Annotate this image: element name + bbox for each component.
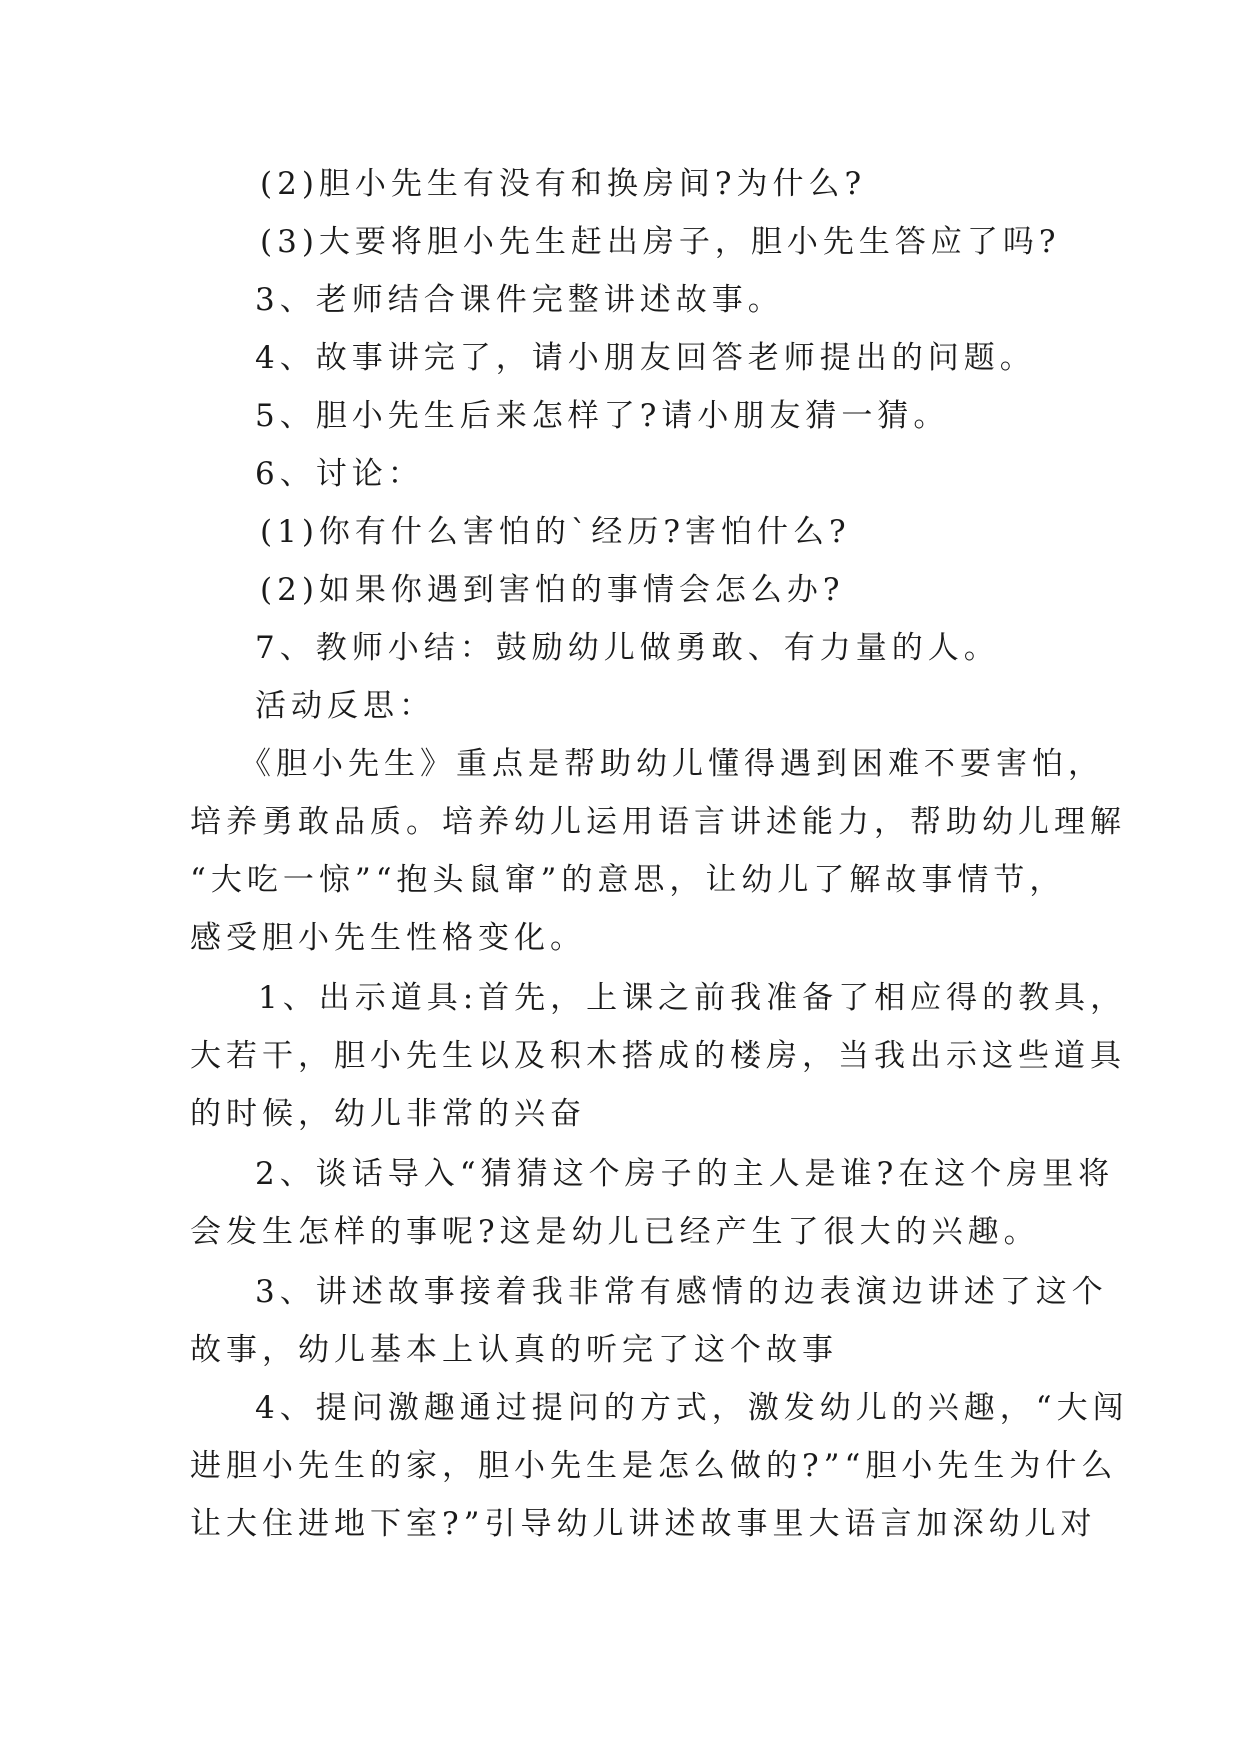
text-line: 培养勇敢品质。培养幼儿运用语言讲述能力，帮助幼儿理解: [190, 804, 1126, 840]
text-line: 感受胆小先生性格变化。: [190, 920, 586, 956]
text-line: 进胆小先生的家，胆小先生是怎么做的?”“胆小先生为什么: [190, 1448, 1118, 1484]
text-line: 1、出示道具:首先，上课之前我准备了相应得的教具，: [258, 980, 1127, 1016]
text-line: 会发生怎样的事呢?这是幼儿已经产生了很大的兴趣。: [190, 1214, 1040, 1250]
text-line: “大吃一惊”“抱头鼠窜”的意思，让幼儿了解故事情节，: [190, 862, 1066, 898]
text-line: 让大住进地下室?”引导幼儿讲述故事里大语言加深幼儿对: [190, 1506, 1097, 1542]
text-line: 3、老师结合课件完整讲述故事。: [255, 282, 784, 318]
text-line: 4、故事讲完了，请小朋友回答老师提出的问题。: [255, 340, 1036, 376]
text-line: 7、教师小结：鼓励幼儿做勇敢、有力量的人。: [255, 630, 1000, 666]
text-line: (1)你有什么害怕的`经历?害怕什么?: [260, 514, 851, 550]
text-line: (3)大要将胆小先生赶出房子，胆小先生答应了吗?: [260, 224, 1061, 260]
text-line: 5、胆小先生后来怎样了?请小朋友猜一猜。: [255, 398, 950, 434]
text-line: 4、提问激趣通过提问的方式，激发幼儿的兴趣，“大闯: [255, 1390, 1129, 1426]
text-line: (2)如果你遇到害怕的事情会怎么办?: [260, 572, 845, 608]
section-heading: 活动反思：: [255, 688, 435, 724]
text-line: 2、谈话导入“猜猜这个房子的主人是谁?在这个房里将: [255, 1156, 1115, 1192]
text-line: 的时候，幼儿非常的兴奋: [190, 1096, 586, 1132]
text-line: 3、讲述故事接着我非常有感情的边表演边讲述了这个: [255, 1274, 1108, 1310]
text-line: 6、讨论：: [255, 456, 424, 492]
text-line: 《胆小先生》重点是帮助幼儿懂得遇到困难不要害怕，: [240, 746, 1104, 782]
text-line: 大若干，胆小先生以及积木搭成的楼房，当我出示这些道具: [190, 1038, 1126, 1074]
text-line: (2)胆小先生有没有和换房间?为什么?: [260, 166, 867, 202]
text-line: 故事，幼儿基本上认真的听完了这个故事: [190, 1332, 838, 1368]
